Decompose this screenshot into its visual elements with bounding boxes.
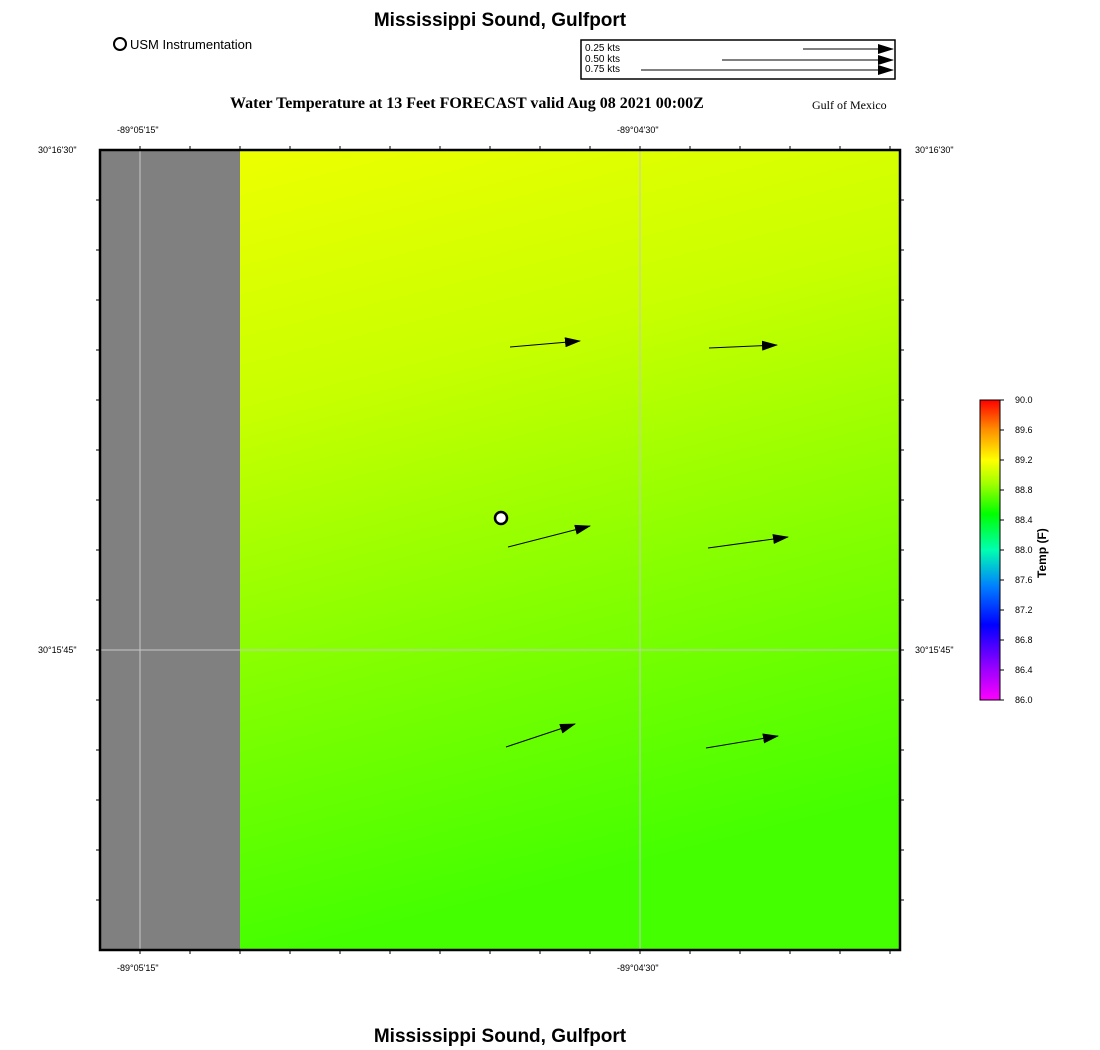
footer-title: Mississippi Sound, Gulfport	[373, 1026, 627, 1047]
colorbar-tick-label: 90.0	[1015, 395, 1033, 405]
lon-tick-label: -89°04'30"	[617, 963, 659, 973]
region-label: Gulf of Mexico	[812, 98, 887, 112]
speed-key-label: 0.75 kts	[585, 64, 621, 75]
usm-station-marker[interactable]	[495, 512, 507, 524]
colorbar-tick-label: 86.4	[1015, 665, 1033, 675]
legend-label: USM Instrumentation	[130, 37, 253, 52]
colorbar-tick-label: 88.0	[1015, 545, 1033, 555]
colorbar	[980, 400, 1000, 700]
lat-tick-label: 30°16'30"	[38, 145, 77, 155]
colorbar-tick-label: 86.8	[1015, 635, 1033, 645]
colorbar-tick-label: 87.6	[1015, 575, 1033, 585]
colorbar-tick-label: 88.8	[1015, 485, 1033, 495]
lon-tick-label: -89°04'30"	[617, 125, 659, 135]
colorbar-tick-label: 86.0	[1015, 695, 1033, 705]
lat-tick-label: 30°15'45"	[38, 645, 77, 655]
colorbar-ticks	[1000, 400, 1004, 700]
land-area	[100, 150, 240, 950]
colorbar-title: Temp (F)	[1035, 528, 1049, 578]
lon-tick-label: -89°05'15"	[117, 963, 159, 973]
map-title: Water Temperature at 13 Feet FORECAST valid Aug 08 2021 00:00Z	[230, 95, 704, 112]
colorbar-tick-label: 88.4	[1015, 515, 1033, 525]
speed-key-label: 0.25 kts	[585, 43, 621, 54]
lat-tick-label: 30°16'30"	[915, 145, 954, 155]
lon-tick-label: -89°05'15"	[117, 125, 159, 135]
colorbar-tick-label: 87.2	[1015, 605, 1033, 615]
lat-tick-label: 30°15'45"	[915, 645, 954, 655]
colorbar-tick-label: 89.6	[1015, 425, 1033, 435]
colorbar-tick-label: 89.2	[1015, 455, 1033, 465]
speed-key-label: 0.50 kts	[585, 54, 621, 65]
page-title: Mississippi Sound, Gulfport	[373, 10, 627, 31]
